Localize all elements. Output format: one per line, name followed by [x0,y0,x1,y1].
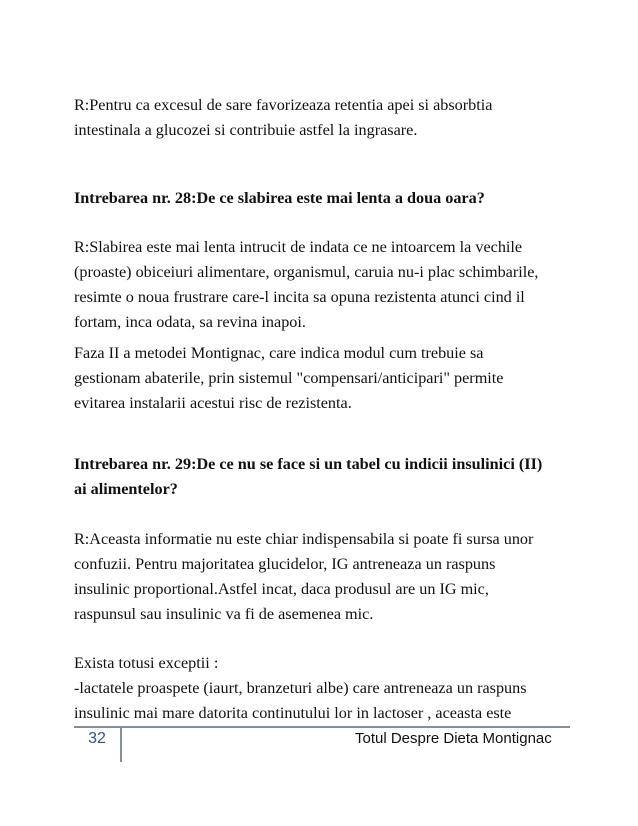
footer-title: Totul Despre Dieta Montignac [355,730,552,747]
question-28-heading: Intrebarea nr. 28:De ce slabirea este mai lenta a doua oara? [74,189,485,207]
answer-27-line-1: R:Pentru ca excesul de sare favorizeaza retentia apei si absorbtia [74,96,493,114]
answer-29-line-4: raspunsul sau insulinic va fi de asemenea mic. [74,605,374,623]
exceptions-line-1: Exista totusi exceptii : [74,654,219,672]
phase-two-line-3: evitarea instalarii acestui risc de rezistenta. [74,394,352,412]
answer-27-line-2: intestinala a glucozei si contribuie astfel la ingrasare. [74,121,418,139]
phase-two-line-1: Faza II a metodei Montignac, care indica modul cum trebuie sa [74,344,484,362]
answer-28-line-4: fortam, inca odata, sa revina inapoi. [74,313,306,331]
page-number: 32 [88,730,106,747]
footer-divider [74,726,570,728]
answer-28-line-2: (proaste) obiceiuri alimentare, organismul, caruia nu-i plac schimbarile, [74,263,539,281]
question-29-heading-line-2: ai alimentelor? [74,480,178,498]
question-29-heading-line-1: Intrebarea nr. 29:De ce nu se face si un tabel cu indicii insulinici (II) [74,455,543,473]
answer-28-line-1: R:Slabirea este mai lenta intrucit de indata ce ne intoarcem la vechile [74,238,523,256]
answer-29-line-1: R:Aceasta informatie nu este chiar indispensabila si poate fi sursa unor [74,530,534,548]
answer-29-line-3: insulinic proportional.Astfel incat, daca produsul are un IG mic, [74,580,489,598]
phase-two-line-2: gestionam abaterile, prin sistemul "compensari/anticipari" permite [74,369,504,387]
answer-28-line-3: resimte o noua frustrare care-l incita sa opuna rezistenta atunci cind il [74,288,525,306]
footer-vertical-divider [120,726,122,762]
exceptions-line-3: insulinic mai mare datorita continutului lor in lactoser , aceasta este [74,704,512,722]
answer-29-line-2: confuzii. Pentru majoritatea glucidelor, IG antreneaza un raspuns [74,555,496,573]
exceptions-line-2: -lactatele proaspete (iaurt, branzeturi albe) care antreneaza un raspuns [74,679,527,697]
